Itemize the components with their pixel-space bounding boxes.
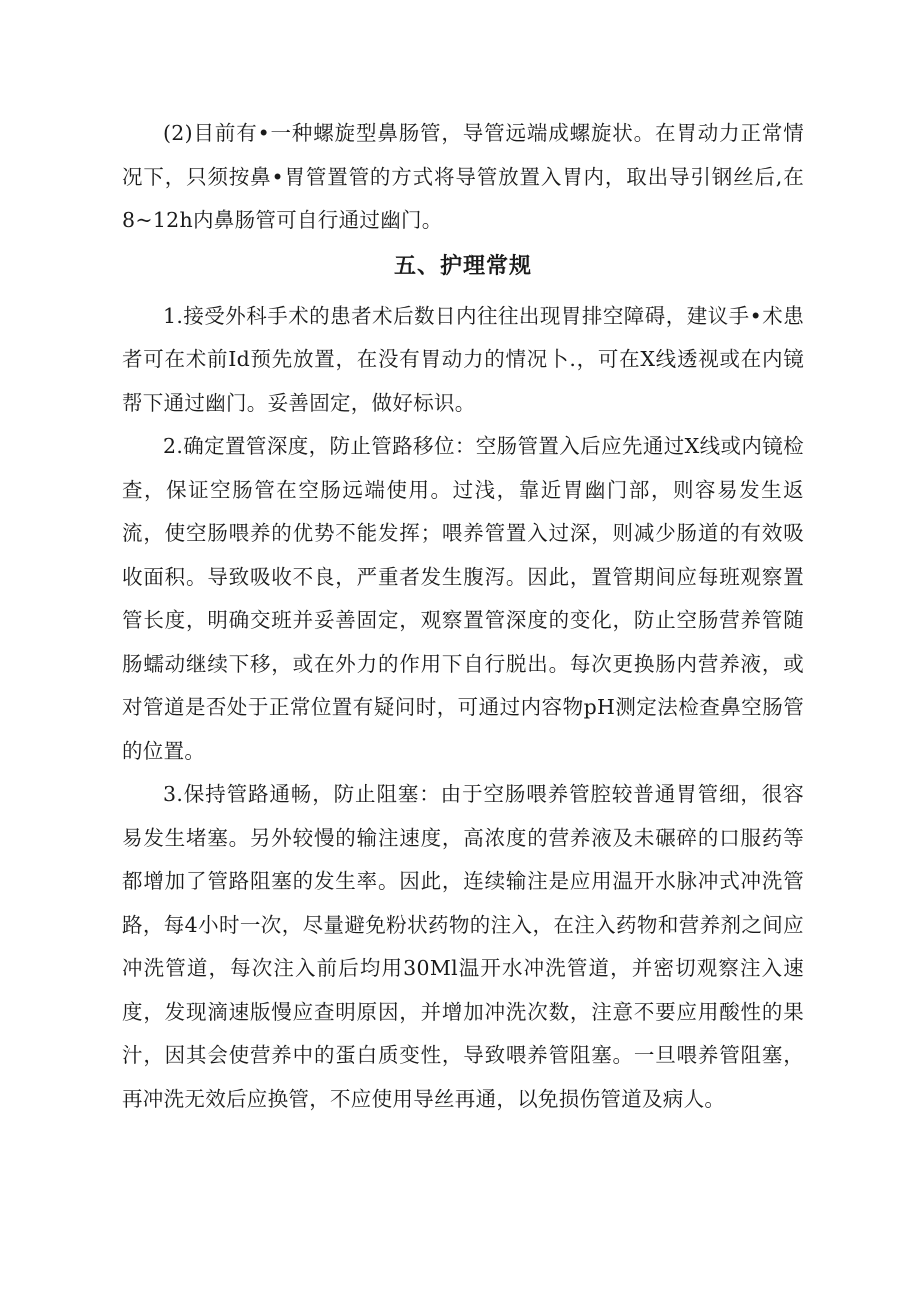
- section-title: 五、护理常规: [393, 253, 532, 279]
- paragraph-1: 1.接受外科手术的患者术后数日内往往出现胃排空障碍，建议手•术患者可在术前Id预先放置，在没有胃动力的情况卜.，可在X线透视或在内镜帮下通过幽门。妥善固定，做好标识。: [122, 303, 804, 415]
- paragraph-3: 3.保持管路通畅，防止阻塞：由于空肠喂养管腔较普通胃管细，很容易发生堵塞。另外较慢的输注速度，高浓度的营养液及未碾碎的口服药等都增加了管路阻塞的发生率。因此，连续输注是应用温开水脉冲式冲洗管路，每4小时一次，尽量避免粉状药物的注入，在注入药物和营养剂之间应冲洗管道，每次注入前后均用30Ml温开水冲洗管道，并密切观察注入速度，发现滴速版慢应查明原因，并增加冲洗次数，注意不要应用酸性的果汁，因其会使营养中的蛋白质变性，导致喂养管阻塞。一旦喂养管阻塞，再冲洗无效后应换管，不应使用导丝再通，以免损伤管道及病人。: [122, 782, 804, 1111]
- document-body: [122, 112, 804, 1121]
- intro-paragraph: (2)目前有•一种螺旋型鼻肠管，导管远端成螺旋状。在胃动力正常情况下，只须按鼻•胃管置管的方式将导管放置入胃内，取出导引钢丝后,在8~12h内鼻肠管可自行通过幽门。: [122, 121, 804, 232]
- paragraph-2: 2.确定置管深度，防止管路移位：空肠管置入后应先通过X线或内镜检查，保证空肠管在空肠远端使用。过浅，靠近胃幽门部，则容易发生返流，使空肠喂养的优势不能发挥；喂养管置入过深，则减少肠道的有效吸收面积。导致吸收不良，严重者发生腹泻。因此，置管期间应每班观察置管长度，明确交班并妥善固定，观察置管深度的变化，防止空肠营养管随肠蠕动继续下移，或在外力的作用下自行脱出。每次更换肠内营养液，或对管道是否处于正常位置有疑问时，可通过内容物pH测定法检查鼻空肠管的位置。: [122, 434, 804, 763]
